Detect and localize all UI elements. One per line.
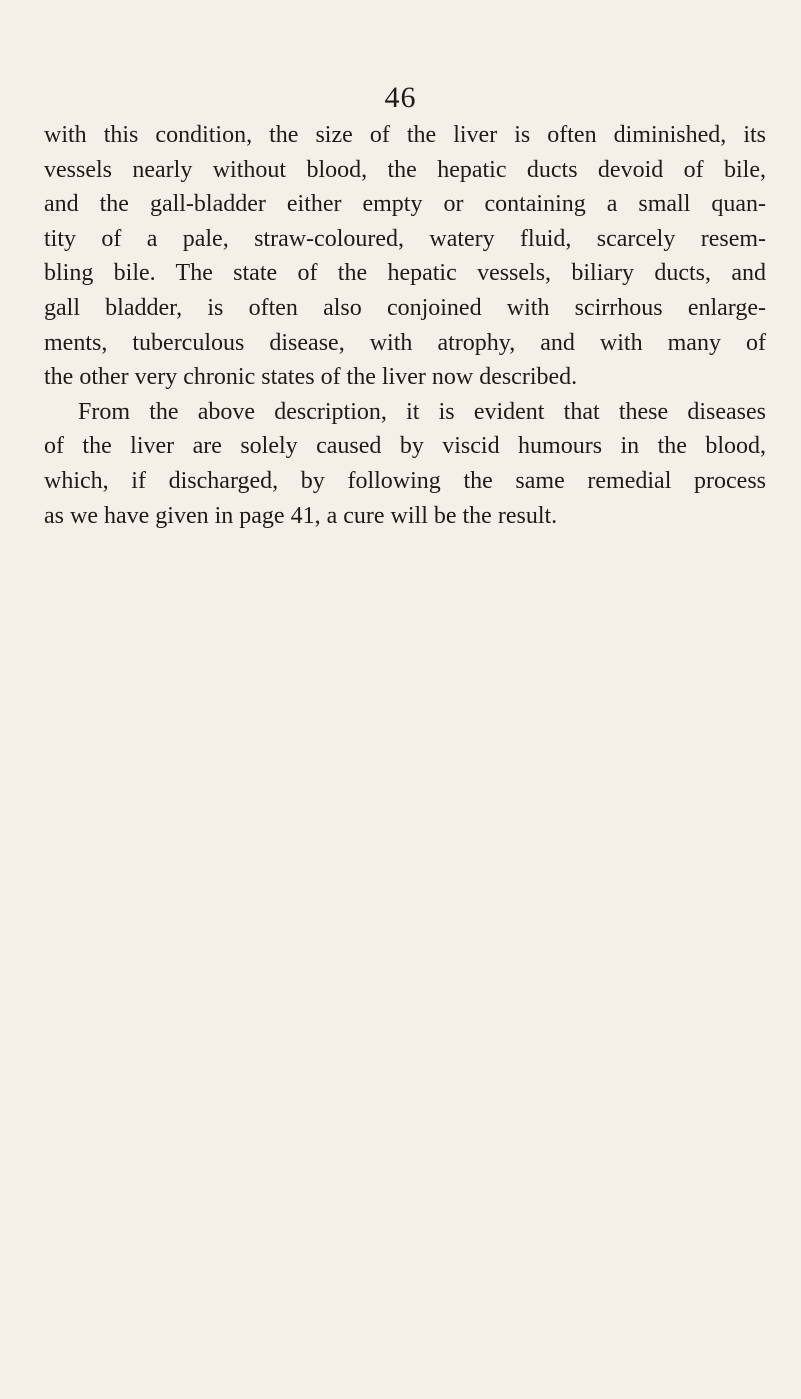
text-line: with this condition, the size of the liver is often diminished, its	[44, 122, 766, 148]
text-line: gall bladder, is often also conjoined with scirrhous enlarge-	[44, 294, 766, 321]
text-line: From the above description, it is evident that these diseases	[78, 398, 766, 425]
text-line: bling bile. The state of the hepatic vessels, biliary ducts, and	[44, 260, 766, 287]
text-line: the other very chronic states of the liver now described.	[44, 364, 578, 391]
text-line: tity of a pale, straw-coloured, watery fluid, scarcely resem-	[44, 225, 766, 252]
text-line: as we have given in page 41, a cure will be the result.	[44, 502, 558, 529]
body-text	[44, 118, 766, 533]
text-line: ments, tuberculous disease, with atrophy, and with many of	[44, 329, 766, 356]
text-line: vessels nearly without blood, the hepatic ducts devoid of bile,	[44, 156, 766, 183]
text-line: of the liver are solely caused by viscid humours in the blood,	[44, 433, 766, 460]
text-line: which, if discharged, by following the same remedial process	[44, 467, 766, 494]
page-number: 46	[384, 81, 417, 114]
text-line: and the gall-bladder either empty or containing a small quan-	[44, 191, 766, 218]
